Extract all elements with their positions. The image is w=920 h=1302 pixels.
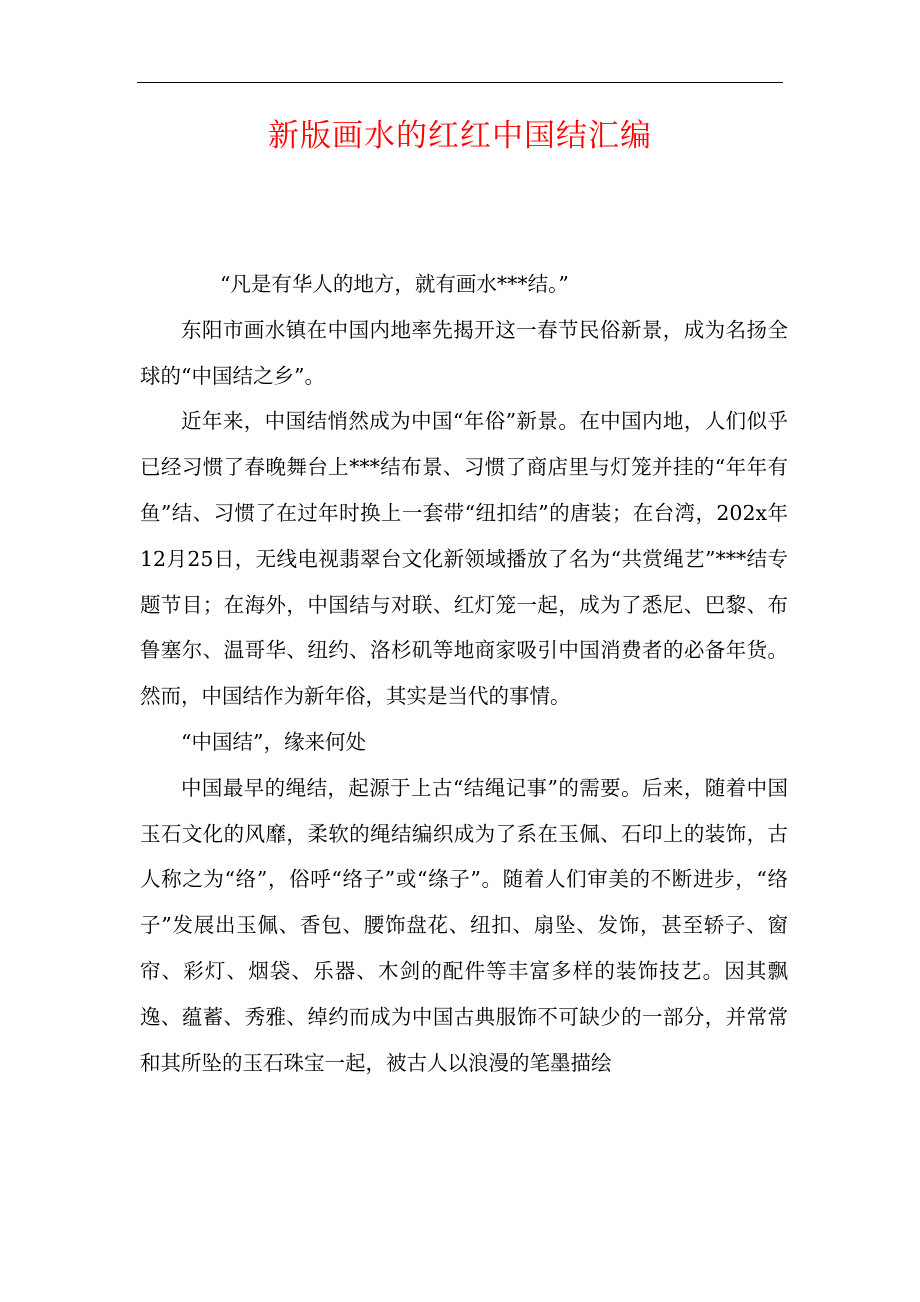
paragraph: 中国最早的绳结，起源于上古“结绳记事”的需要。后来，随着中国玉石文化的风靡，柔软的绳结编织成为了系在玉佩、石印上的装饰，古人称之为“络”，俗呼“络子”或“绦子”。随着人们审美的不断进步，“络子”发展出玉佩、香包、腰饰盘花、纽扣、扇坠、发饰，甚至轿子、窗帘、彩灯、烟袋、乐器、木剑的配件等丰富多样的装饰技艺。因其飘逸、蕴蓄、秀雅、绰约而成为中国古典服饰不可缺少的一部分，并常常和其所坠的玉石珠宝一起，被古人以浪漫的笔墨描绘 [140,775,788,1075]
header-rule [137,82,783,83]
document-body [140,262,788,1086]
section-heading: “中国结”，缘来何处 [181,729,366,754]
paragraph-quote: “凡是有华人的地方，就有画水***结。” [219,272,569,296]
paragraph: 东阳市画水镇在中国内地率先揭开这一春节民俗新景，成为名扬全球的“中国结之乡”。 [140,317,788,388]
paragraph: 近年来，中国结悄然成为中国“年俗”新景。在中国内地，人们似乎已经习惯了春晚舞台上***结布景、习惯了商店里与灯笼并挂的“年年有鱼”结、习惯了在过年时换上一套带“纽扣结”的唐装；在台湾，202x年12月25日，无线电视翡翠台文化新领域播放了名为“共赏绳艺”***结专题节目；在海外，中国结与对联、红灯笼一起，成为了悉尼、巴黎、布鲁塞尔、温哥华、纽约、洛杉矶等地商家吸引中国消费者的必备年货。然而，中国结作为新年俗，其实是当代的事情。 [140,409,788,709]
document-title: 新版画水的红红中国结汇编 [268,118,652,154]
